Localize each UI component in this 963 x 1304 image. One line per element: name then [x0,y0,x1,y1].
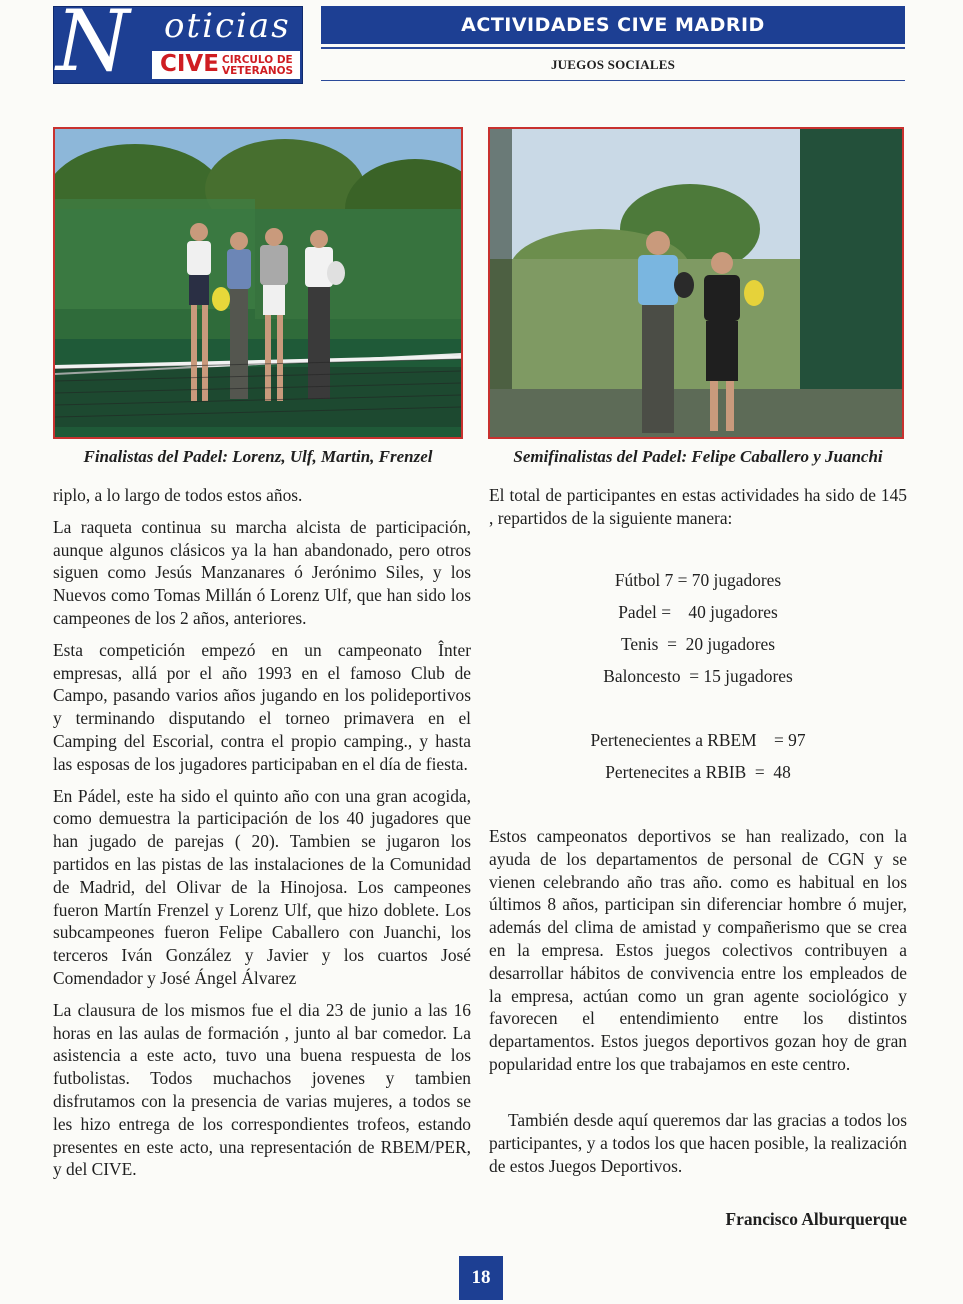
logo-veteranos: VETERANOS [222,65,294,78]
stat-line: Padel = 40 jugadores [618,602,778,622]
paragraph: La clausura de los mismos fue el dia 23 de junio a las 16 horas en las aulas de formación , junto al bar comedor. La asistencia a este acto, tuvo una buena respuesta de los futbolistas. Todos muchachos jovenes y tambien disfrutamos con la presencia de varias mujeres, a todos se les hizo entrega de los correspondientes trofeos, estando presentes en este acto, una representación de RBEM/PER, y del CIVE. [53,999,471,1180]
membership-line: Pertenecientes a RBEM = 97 [590,730,806,750]
logo-cive: CIVE [160,51,219,77]
header-rule [321,47,905,49]
paragraph: riplo, a lo largo de todos estos años. [53,485,303,505]
stat-line: Tenis = 20 jugadores [621,634,775,654]
newsletter-logo [53,6,303,84]
photo-caption: Finalistas del Padel: Lorenz, Ulf, Martin, Frenzel [83,447,433,466]
stat-line: Baloncesto = 15 jugadores [603,666,793,686]
header-rule [321,80,905,81]
paragraph: También desde aquí queremos dar las gracias a todos los participantes, y a todos los que hacen posible, la realización de estos Juegos Deportivos. [489,1110,907,1176]
logo-word: oticias [164,6,291,46]
left-column [53,484,471,1190]
subsection-title: JUEGOS SOCIALES [550,57,675,72]
author-signature: Francisco Alburquerque [725,1209,907,1229]
finalists-photo [53,127,463,439]
membership-line: Pertenecites a RBIB = 48 [605,762,791,782]
semifinalists-photo [488,127,904,439]
logo-circulo-veteranos [222,55,293,77]
section-title: ACTIVIDADES CIVE MADRID [321,6,905,44]
page-number: 18 [459,1256,503,1300]
photo-caption: Semifinalistas del Padel: Felipe Caballero y Juanchi [513,447,883,466]
paragraph: En Pádel, este ha sido el quinto año con una gran acogida, como demuestra la participación de los 40 jugadores que han jugado de parejas ( 20). Tambien se jugaron los partidos en las pistas de las instalaciones de la Comunidad de Madrid, del Olivar de la Hinojosa. Los campeones fueron Martín Frenzel y Lorenz Ulf, que hizo doblete. Los subcampeones fueron Felipe Caballero con Juanchi, los terceros Iván González y Javier y los cuartos José Comendador y José Ángel Álvarez [53,785,471,988]
logo-letter: N [56,6,130,84]
stat-line: Fútbol 7 = 70 jugadores [614,570,782,590]
paragraph: Estos campeonatos deportivos se han realizado, con la ayuda de los departamentos de personal de CGN y se vienen celebrando año tras año. como es habitual en los últimos 8 años, participan sin diferenciar hombre ó mujer, además del clima de amistad y compañerismo que se crea en la empresa. Estos juegos colectivos contribuyen a desarrollar hábitos de convivencia entre los empleados de la empresa, actúan como un gran agente sociológico y favorecen el entendimiento entre los distintos departamentos. Estos juegos deportivos gozan hoy de gran popularidad entre los que trabajamos en este centro. [489,826,907,1074]
paragraph: La raqueta continua su marcha alcista de participación, aunque algunos clásicos ya la han abandonado, pero otros siguen como Jesús Manzanares ó Jerónimo Siles, y los Nuevos como Tomas Millán ó Lorenz Ulf, que han sido los campeones de los 2 años, anteriores. [53,516,471,628]
paragraph: El total de participantes en estas actividades ha sido de 145 , repartidos de la siguiente manera: [489,485,907,528]
logo-circulo: CIRCULO DE [222,54,293,66]
paragraph: Esta competición empezó en un campeonato Înter empresas, allá por el año 1993 en el famoso Club de Campo, pasando varios años jugando en los polideportivos y terminando disputando el torneo primavera en el Camping del Escorial, contra el propio camping., y hasta las esposas de los jugadores participaban en el día de fiesta. [53,639,471,774]
